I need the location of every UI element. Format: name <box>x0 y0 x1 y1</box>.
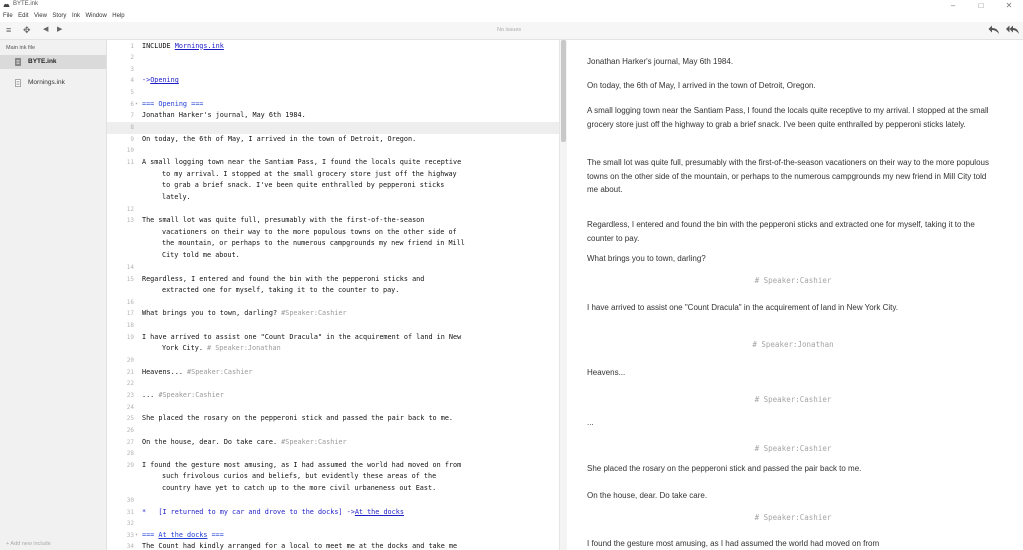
preview-paragraph: On today, the 6th of May, I arrived in the town of Detroit, Oregon. <box>587 81 816 90</box>
preview-paragraph: Jonathan Harker's journal, May 6th 1984. <box>587 57 734 66</box>
line-number: 16 <box>126 298 134 306</box>
add-include-button[interactable]: + Add new include <box>6 541 51 547</box>
issues-status[interactable]: No issues <box>497 27 522 33</box>
code-line[interactable] <box>107 530 559 542</box>
line-number: 7 <box>130 112 134 120</box>
code-text <box>142 507 556 519</box>
divert-arrow: -> <box>346 507 355 516</box>
speaker-tag: # Speaker:Jonathan <box>207 344 281 353</box>
back-arrow-icon[interactable]: ◀ <box>43 26 49 33</box>
choice-text: [I returned to my car and drove to the docks] <box>158 507 347 516</box>
knot-header: === <box>142 99 159 108</box>
code-text <box>142 99 556 111</box>
line-number: 27 <box>126 438 134 446</box>
preview-paragraph: She placed the rosary on the pepperoni stick and passed the pair back to me. <box>587 464 862 473</box>
speaker-tag: #Speaker:Cashier <box>158 391 224 399</box>
menu-help[interactable]: Help <box>112 13 125 19</box>
menu-view[interactable]: View <box>34 13 47 19</box>
wrapped-line: extracted one for myself, taking it to the counter to pay. <box>162 286 400 295</box>
menu-ink[interactable]: Ink <box>71 13 80 19</box>
line-number: 20 <box>126 357 134 365</box>
code-line[interactable] <box>107 41 559 53</box>
code-line[interactable] <box>107 122 559 134</box>
line-number: 31 <box>126 508 134 516</box>
code-text <box>142 75 556 87</box>
ink-app-icon <box>3 2 10 8</box>
minimize-button[interactable]: – <box>950 1 956 10</box>
preview-tag: # Speaker:Cashier <box>754 276 832 285</box>
line-number: 29 <box>126 461 134 469</box>
line-number: 23 <box>126 392 134 399</box>
code-line[interactable] <box>107 425 559 437</box>
code-text: ... #Speaker:Cashier <box>142 391 224 399</box>
line-number: 32 <box>126 520 134 528</box>
preview-paragraph: On the house, dear. Do take care. <box>587 491 708 500</box>
code-line[interactable] <box>107 332 559 355</box>
line-number: 26 <box>126 426 134 434</box>
code-line[interactable] <box>107 262 559 274</box>
line-number: 3 <box>130 65 134 73</box>
preview-tag: # Speaker:Cashier <box>754 513 832 522</box>
title-bar <box>0 0 1023 11</box>
code-text: Jonathan Harker's journal, May 6th 1984. <box>142 111 306 120</box>
toolbar <box>0 22 1023 40</box>
code-line[interactable] <box>107 274 559 297</box>
line-number: 5 <box>130 89 134 97</box>
code-line[interactable] <box>107 157 559 204</box>
preview-tag: # Speaker:Cashier <box>754 395 832 404</box>
code-text <box>142 530 556 542</box>
line-number: 9 <box>130 135 134 143</box>
line-number: 15 <box>126 275 134 283</box>
wrapped-line: country have yet to catch up to the more civil urbaneness out East. <box>162 484 437 493</box>
fold-marker-icon[interactable]: ▾ <box>135 531 139 538</box>
code-line[interactable] <box>107 448 559 460</box>
speaker-tag: #Speaker:Cashier <box>281 437 347 446</box>
file-sidebar <box>0 40 107 550</box>
code-text: INCLUDE Mornings.ink <box>142 41 224 50</box>
code-line[interactable] <box>107 52 559 64</box>
code-text: Regardless, I entered and found the bin with the pepperoni sticks and extracted one for myself, taking it to the counter to pay. <box>142 274 556 297</box>
navigate-icon[interactable]: ✥ <box>23 25 31 35</box>
code-line[interactable] <box>107 355 559 367</box>
line-number: 25 <box>126 415 134 423</box>
code-line[interactable] <box>107 145 559 157</box>
code-line[interactable] <box>107 134 559 146</box>
line-number: 33 <box>126 531 134 539</box>
wrapped-line: York City. # Speaker:Jonathan <box>162 344 281 353</box>
wrapped-line: to my arrival. I stopped at the small grocery store just off the highway <box>162 169 457 178</box>
code-line[interactable] <box>107 308 559 320</box>
wrapped-line: such frivolous curios and beliefs, but evidently these areas of the <box>162 472 437 481</box>
hamburger-menu-icon[interactable]: ≡ <box>6 25 12 35</box>
line-number: 14 <box>126 263 134 271</box>
file-icon <box>15 79 21 87</box>
code-line[interactable] <box>107 367 559 379</box>
line-number: 13 <box>126 217 134 225</box>
sidebar-file-byte[interactable] <box>0 55 106 69</box>
code-line[interactable] <box>107 75 559 87</box>
line-number: 28 <box>126 450 134 458</box>
menu-file[interactable]: File <box>3 13 13 19</box>
line-number: 2 <box>130 54 134 62</box>
menu-edit[interactable]: Edit <box>18 13 29 19</box>
main-ink-file-label: Main ink file <box>6 45 36 51</box>
code-line[interactable] <box>107 297 559 309</box>
wrapped-line: to grab a brief snack. I've been quite enthralled by pepperoni sticks <box>162 181 445 190</box>
divert-link[interactable]: At_the_docks <box>354 507 404 516</box>
code-text: The small lot was quite full, presumably with the first-of-the-season vacationers on their way to the more populous towns on the other side of the mountain, or perhaps to the numerous campgrounds my new friend in Mill City told me about. <box>142 215 556 261</box>
preview-paragraph: I found the gesture most amusing, as I had assumed the world had moved on from <box>587 539 880 548</box>
code-text: On the house, dear. Do take care. #Speaker:Cashier <box>142 437 347 446</box>
preview-paragraph: A small logging town near the Santiam Pass, I found the locals quite receptive to my arrival. I stopped at the small grocery store just off the highway to grab a brief snack. I've been quite enthralled by pepperoni sticks lately. <box>587 106 989 129</box>
sidebar-file-label: BYTE.ink <box>28 58 57 65</box>
menu-story[interactable]: Story <box>52 13 67 19</box>
line-number: 8 <box>130 124 134 132</box>
line-number: 21 <box>126 368 134 376</box>
speaker-tag: #Speaker:Cashier <box>281 309 347 318</box>
line-number: 11 <box>126 159 134 166</box>
preview-paragraph: I have arrived to assist one "Count Dracula" in the acquirement of land in New York City. <box>587 303 899 312</box>
knot-name: At_the_docks <box>158 530 208 539</box>
code-line[interactable] <box>107 378 559 390</box>
line-number: 24 <box>126 403 134 411</box>
line-number: 4 <box>130 77 134 85</box>
rewind-icon[interactable] <box>988 25 1000 35</box>
code-line[interactable] <box>107 320 559 332</box>
knot-header: === <box>207 530 224 539</box>
code-text: A small logging town near the Santiam Pass, I found the locals quite receptive to my arrival. I stopped at the small grocery store just off the highway to grab a brief snack. I've been quite enthralled by pepperoni sticks lately. <box>142 157 556 203</box>
menu-bar <box>0 11 127 22</box>
knot-name: Opening <box>158 99 188 108</box>
scrollbar-thumb[interactable] <box>561 40 566 142</box>
preview-paragraph: Regardless, I entered and found the bin with the pepperoni sticks and extracted one for myself, taking it to the counter to pay. <box>587 220 975 243</box>
preview-tag: # Speaker:Jonathan <box>752 340 834 349</box>
code-line[interactable] <box>107 64 559 76</box>
line-number: 30 <box>126 496 134 504</box>
code-text: I found the gesture most amusing, as I had assumed the world had moved on from such frivolous curios and beliefs, but evidently these areas of the country have yet to catch up to the more civil urbaneness out East. <box>142 460 556 495</box>
code-line[interactable] <box>107 402 559 414</box>
preview-paragraph: Heavens... <box>587 368 626 377</box>
code-text: Heavens... #Speaker:Cashier <box>142 367 253 376</box>
file-icon <box>15 58 21 66</box>
code-editor[interactable] <box>107 40 559 550</box>
code-line[interactable] <box>107 413 559 425</box>
knot-header: === <box>142 530 159 539</box>
forward-arrow-icon[interactable]: ▶ <box>57 26 63 33</box>
code-line[interactable] <box>107 204 559 216</box>
preview-paragraph: The small lot was quite full, presumably with the first-of-the-season vacationers on their way to the more populous towns on the other side of the mountain, or perhaps to the numerous campgrounds my new friend in Mill City told me about. <box>587 158 989 195</box>
fold-marker-icon[interactable]: ▾ <box>135 100 139 107</box>
code-line[interactable] <box>107 215 559 262</box>
speaker-tag: #Speaker:Cashier <box>187 367 253 376</box>
line-number: 1 <box>130 42 134 50</box>
line-number: 6 <box>130 100 134 108</box>
knot-header: === <box>187 99 204 108</box>
maximize-button[interactable]: □ <box>978 1 984 10</box>
code-line[interactable] <box>107 541 559 550</box>
code-line[interactable] <box>107 518 559 530</box>
menu-window[interactable]: Window <box>85 13 107 19</box>
line-number: 10 <box>126 147 134 155</box>
code-text: She placed the rosary on the pepperoni stick and passed the pair back to me. <box>142 414 453 423</box>
code-line[interactable] <box>107 99 559 111</box>
line-number: 12 <box>126 205 134 213</box>
wrapped-line: vacationers on their way to the more populous towns on the other side of <box>162 227 457 236</box>
story-preview <box>567 40 1023 550</box>
code-line[interactable] <box>107 110 559 122</box>
line-number: 17 <box>126 310 134 318</box>
divert-arrow: -> <box>142 76 151 85</box>
code-line[interactable] <box>107 437 559 449</box>
line-number: 22 <box>126 380 134 388</box>
preview-tag: # Speaker:Cashier <box>754 444 832 453</box>
close-button[interactable]: ✕ <box>1005 1 1013 10</box>
line-number: 34 <box>126 543 134 550</box>
code-line[interactable] <box>107 507 559 519</box>
sidebar-file-mornings[interactable] <box>0 76 106 90</box>
code-line[interactable] <box>107 390 559 402</box>
code-text: On today, the 6th of May, I arrived in the town of Detroit, Oregon. <box>142 134 417 143</box>
code-line[interactable] <box>107 87 559 99</box>
line-number: 19 <box>126 333 134 341</box>
divert-link[interactable]: Opening <box>150 76 179 85</box>
wrapped-line: City told me about. <box>162 251 240 260</box>
restart-story-icon[interactable] <box>1006 25 1020 35</box>
window-title: BYTE.ink <box>13 1 39 7</box>
code-line[interactable] <box>107 495 559 507</box>
code-text: I have arrived to assist one "Count Dracula" in the acquirement of land in New York City. # Speaker:Jonathan <box>142 332 556 355</box>
preview-paragraph: What brings you to town, darling? <box>587 254 706 263</box>
line-number: 18 <box>126 322 134 330</box>
code-text: What brings you to town, darling? #Speaker:Cashier <box>142 309 347 318</box>
code-text: The Count had kindly arranged for a local to meet me at the docks and take me <box>142 542 458 550</box>
choice-marker: * <box>142 507 159 516</box>
include-link[interactable]: Mornings.ink <box>174 41 224 50</box>
sidebar-file-label: Mornings.ink <box>28 79 65 86</box>
wrapped-line: the mountain, or perhaps to the numerous campgrounds my new friend in Mill <box>162 239 465 248</box>
code-line[interactable] <box>107 460 559 495</box>
wrapped-line: lately. <box>162 192 191 201</box>
preview-paragraph: ... <box>587 418 594 427</box>
